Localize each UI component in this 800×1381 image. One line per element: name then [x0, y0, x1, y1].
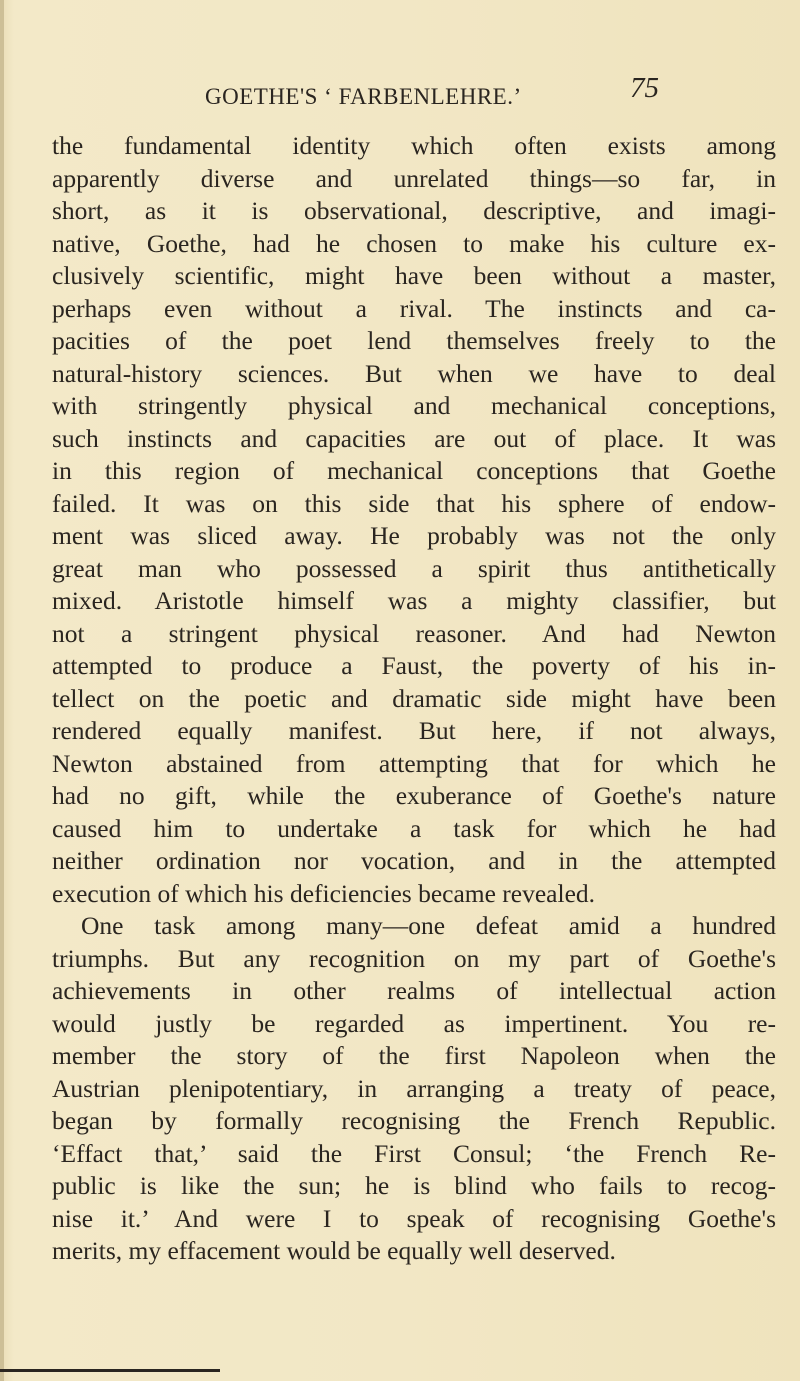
text-line: Newton abstained from attempting that for which he	[52, 748, 776, 778]
text-line: in this region of mechanical conceptions that Goethe	[52, 456, 776, 485]
text-line: tellect on the poetic and dramatic side might have been	[52, 683, 776, 713]
text-line: ment was sliced away. He probably was not the only	[52, 521, 776, 550]
text-line: nise it.’ And were I to speak of recognising Goethe's	[52, 1203, 776, 1233]
text-line: natural-history sciences. But when we have to deal	[52, 358, 776, 388]
text-line: not a stringent physical reasoner. And had Newton	[52, 618, 776, 648]
text-line: failed. It was on this side that his sphere of endow-	[52, 488, 776, 518]
text-line: rendered equally manifest. But here, if not always,	[52, 716, 776, 745]
text-line: One task among many—one defeat amid a hundred	[81, 911, 776, 940]
text-line: member the story of the first Napoleon when the	[52, 1041, 776, 1070]
text-line: perhaps even without a rival. The instincts and ca-	[52, 293, 776, 323]
text-line: pacities of the poet lend themselves freely to the	[52, 326, 776, 355]
text-line: clusively scientific, might have been without a master,	[52, 261, 776, 290]
text-line: merits, my effacement would be equally well deserved.	[52, 1236, 616, 1265]
text-line: public is like the sun; he is blind who fails to recog-	[52, 1171, 776, 1200]
text-line: great man who possessed a spirit thus antithetically	[52, 553, 776, 583]
body-text	[52, 130, 776, 1268]
text-line: Austrian plenipotentiary, in arranging a treaty of peace,	[52, 1073, 776, 1103]
bottom-rule	[0, 1369, 220, 1372]
text-line: ‘Effact that,’ said the First Consul; ‘the French Re-	[52, 1138, 776, 1168]
page-left-edge	[0, 0, 4, 1381]
text-line: short, as it is observational, descriptive, and imagi-	[52, 196, 776, 225]
text-line: had no gift, while the exuberance of Goethe's nature	[52, 781, 776, 810]
text-line: the fundamental identity which often exists among	[52, 131, 776, 160]
page-number: 75	[630, 72, 659, 104]
text-line: native, Goethe, had he chosen to make his culture ex-	[52, 228, 776, 258]
running-head: GOETHE'S ‘ FARBENLEHRE.’	[205, 84, 522, 109]
text-line: mixed. Aristotle himself was a mighty classifier, but	[52, 586, 776, 615]
text-line: would justly be regarded as impertinent. You re-	[52, 1008, 776, 1038]
text-line: triumphs. But any recognition on my part of Goethe's	[52, 943, 776, 973]
text-line: attempted to produce a Faust, the poverty of his in-	[52, 651, 776, 680]
text-line: apparently diverse and unrelated things—so far, in	[52, 163, 776, 193]
text-line: began by formally recognising the French Republic.	[52, 1106, 776, 1135]
text-line: with stringently physical and mechanical conceptions,	[52, 391, 776, 420]
text-line: execution of which his deficiencies became revealed.	[52, 878, 596, 908]
text-line: achievements in other realms of intellectual action	[52, 976, 776, 1005]
text-line: neither ordination nor vocation, and in the attempted	[52, 846, 776, 875]
text-line: caused him to undertake a task for which he had	[52, 813, 776, 843]
text-line: such instincts and capacities are out of place. It was	[52, 423, 776, 453]
